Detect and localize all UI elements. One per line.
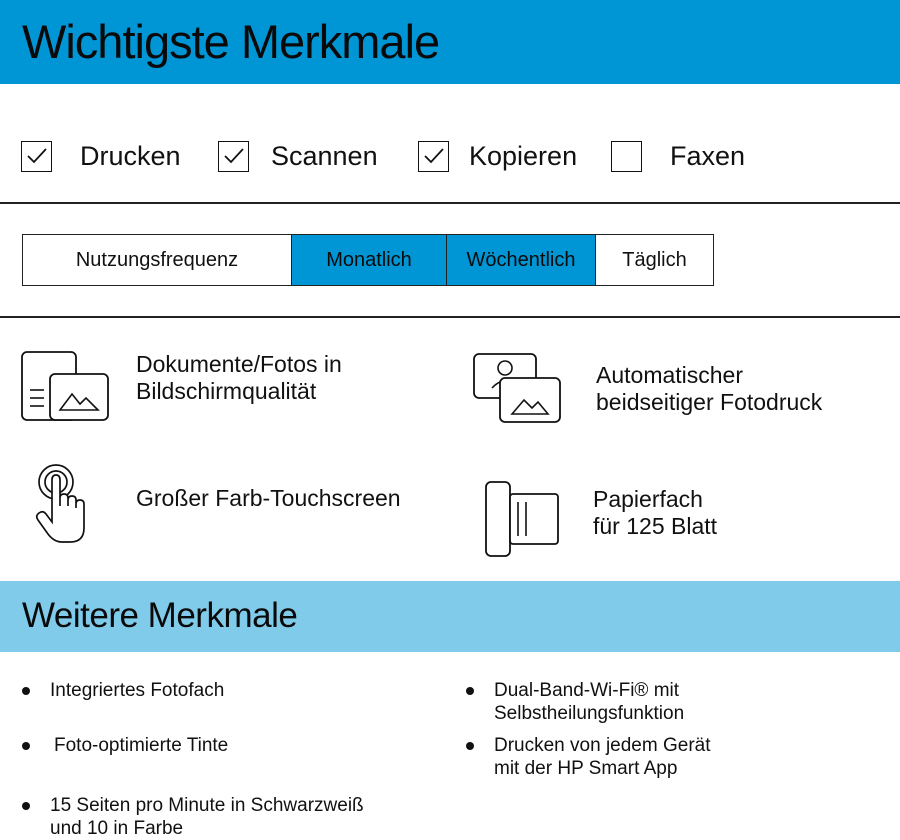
- feature-text: Automatischer beidseitiger Fotodruck: [596, 362, 823, 415]
- check-icon: [223, 147, 245, 165]
- bullet-icon: [22, 742, 30, 750]
- function-label: Drucken: [80, 140, 181, 171]
- function-print: [21, 128, 181, 184]
- bullet-icon: [466, 742, 474, 750]
- function-label: Scannen: [271, 140, 378, 171]
- touchscreen-icon: [30, 462, 98, 546]
- divider: [0, 316, 900, 318]
- function-scan: [218, 128, 378, 184]
- scan-checkbox: [218, 141, 249, 172]
- check-icon: [26, 147, 48, 165]
- function-label: Faxen: [670, 140, 746, 171]
- feature-document-photo: [20, 350, 342, 424]
- divider: [0, 202, 900, 204]
- function-label: Kopieren: [469, 140, 578, 171]
- bullet-icon: [466, 687, 474, 695]
- duplex-photo-icon: [472, 352, 564, 426]
- header-band: [0, 0, 900, 84]
- feature-touchscreen: [30, 462, 401, 546]
- paper-tray-icon: [484, 480, 560, 558]
- list-item: Foto-optimierte Tinte: [22, 734, 228, 757]
- function-copy: [418, 128, 577, 184]
- feature-text: Papierfach für 125 Blatt: [593, 486, 718, 539]
- copy-checkbox: [418, 141, 449, 172]
- print-checkbox: [21, 141, 52, 172]
- feature-text: Großer Farb-Touchscreen: [136, 484, 401, 511]
- bullet-icon: [22, 687, 30, 695]
- bullet-icon: [22, 802, 30, 810]
- page-title: Wichtigste Merkmale: [22, 15, 440, 68]
- usage-frequency-label: Nutzungsfrequenz: [23, 235, 292, 285]
- check-icon: [423, 147, 445, 165]
- list-item: 15 Seiten pro Minute in Schwarzweiß und 10 in Farbe: [22, 794, 364, 840]
- fax-checkbox: [611, 141, 642, 172]
- more-features-title: Weitere Merkmale: [22, 596, 298, 635]
- frequency-monthly: Monatlich: [292, 235, 447, 285]
- frequency-daily: Täglich: [622, 248, 687, 271]
- list-item: Drucken von jedem Gerät mit der HP Smart App: [466, 734, 711, 780]
- document-photo-icon: [20, 350, 112, 424]
- function-row: [0, 128, 900, 184]
- more-features-band: [0, 581, 900, 652]
- feature-paper-tray: [484, 480, 717, 558]
- feature-duplex-photo: [472, 352, 822, 426]
- usage-frequency-scale: [22, 234, 714, 286]
- frequency-weekly: Wöchentlich: [447, 235, 596, 285]
- feature-text: Dokumente/Fotos in Bildschirmqualität: [136, 351, 342, 404]
- function-fax: [611, 128, 745, 184]
- list-item: Integriertes Fotofach: [22, 679, 224, 702]
- list-item: Dual-Band-Wi-Fi® mit Selbstheilungsfunktion: [466, 679, 684, 725]
